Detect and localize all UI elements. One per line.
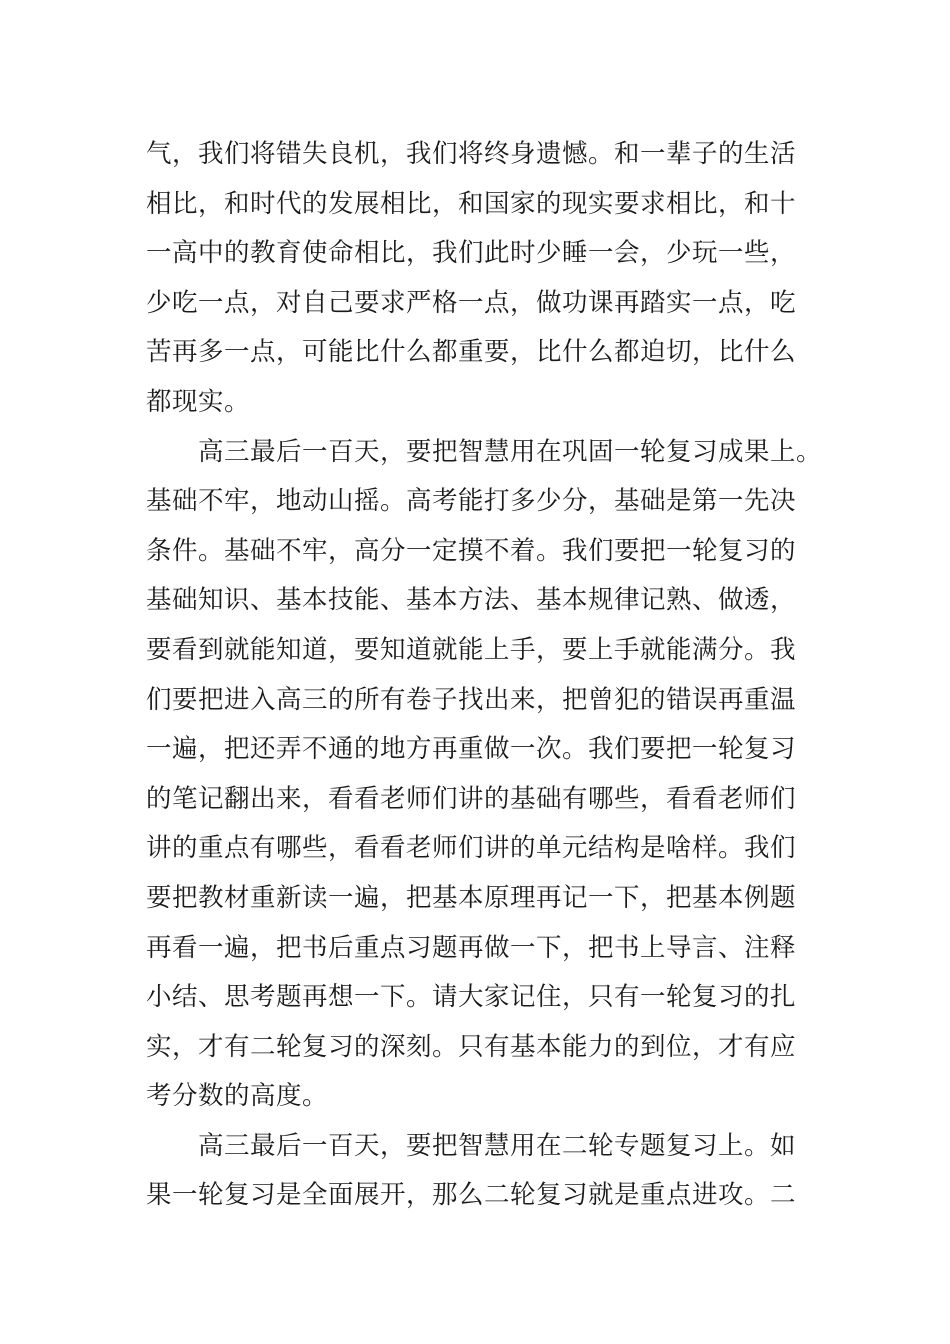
text-line: 果一轮复习是全面展开，那么二轮复习就是重点进攻。二 bbox=[146, 1180, 797, 1211]
text-line: 小结、思考题再想一下。请大家记住，只有一轮复习的扎 bbox=[146, 982, 797, 1013]
text-line: 们要把进入高三的所有卷子找出来，把曾犯的错误再重温 bbox=[146, 684, 797, 715]
text-line: 基础知识、基本技能、基本方法、基本规律记熟、做透， bbox=[146, 585, 797, 616]
document-body bbox=[146, 130, 836, 1221]
text-line: 基础不牢，地动山摇。高考能打多少分，基础是第一先决 bbox=[146, 486, 797, 517]
text-line: 的笔记翻出来，看看老师们讲的基础有哪些，看看老师们 bbox=[146, 783, 797, 814]
text-line: 条件。基础不牢，高分一定摸不着。我们要把一轮复习的 bbox=[146, 535, 797, 566]
text-line: 少吃一点，对自己要求严格一点，做功课再踏实一点，吃 bbox=[146, 287, 797, 318]
text-line: 要把教材重新读一遍，把基本原理再记一下，把基本例题 bbox=[146, 882, 797, 913]
text-line: 考分数的高度。 bbox=[146, 1081, 329, 1112]
text-line: 讲的重点有哪些，看看老师们讲的单元结构是啥样。我们 bbox=[146, 833, 797, 864]
text-line: 一高中的教育使命相比，我们此时少睡一会，少玩一些， bbox=[146, 238, 797, 269]
text-line: 气，我们将错失良机，我们将终身遗憾。和一辈子的生活 bbox=[146, 139, 797, 169]
paragraph-first-line: 高三最后一百天，要把智慧用在二轮专题复习上。如 bbox=[198, 1130, 797, 1161]
text-line: 都现实。 bbox=[146, 386, 251, 417]
text-line: 要看到就能知道，要知道就能上手，要上手就能满分。我 bbox=[146, 634, 797, 665]
text-line: 再看一遍，把书后重点习题再做一下，把书上导言、注释 bbox=[146, 932, 797, 963]
text-line: 相比，和时代的发展相比，和国家的现实要求相比，和十 bbox=[146, 188, 797, 219]
text-line: 实，才有二轮复习的深刻。只有基本能力的到位，才有应 bbox=[146, 1031, 797, 1062]
text-line: 苦再多一点，可能比什么都重要，比什么都迫切，比什么 bbox=[146, 337, 797, 368]
text-line: 一遍，把还弄不通的地方再重做一次。我们要把一轮复习 bbox=[146, 734, 797, 765]
paragraph-first-line: 高三最后一百天，要把智慧用在巩固一轮复习成果上。 bbox=[198, 436, 823, 467]
